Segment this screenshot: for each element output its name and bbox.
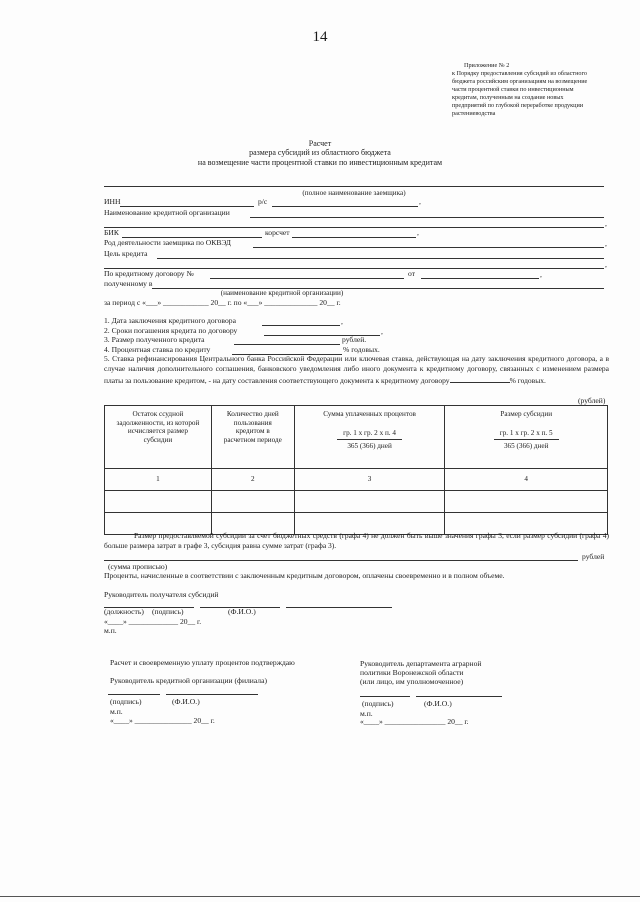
item-3-suffix: рублей.: [342, 335, 367, 344]
col-header-interest: [294, 406, 445, 469]
item-5-label: 5. Ставка рефинансирования Центрального банка Российской Федерации или ключевая ставка, действующая на дату заключения кредитного договора, а в случае наличия дополнительного соглашения, банковского уведомления либо иного документа к кредитному договору, связанных с изменением размера платы за пользование кредитом, - на дату составления соответствующего документа к кредитному договору: [104, 354, 609, 385]
dept-signature-field[interactable]: [360, 696, 410, 697]
bank-fio-caption: (Ф.И.О.): [172, 697, 200, 706]
item-3-field[interactable]: [234, 344, 340, 345]
dept-head-line1: Руководитель департамента аграрной: [360, 659, 482, 668]
stamp-place: м.п.: [104, 626, 117, 635]
col-number: 2: [211, 469, 294, 491]
dept-signature-caption: (подпись): [362, 699, 394, 708]
bank-name-field-2[interactable]: [104, 227, 604, 228]
title-line: Расчет: [308, 139, 332, 148]
table-row: [105, 491, 608, 513]
item-1-label: 1. Дата заключения кредитного договора: [104, 316, 236, 325]
bank-date[interactable]: «____» _______________ 20__ г.: [110, 716, 215, 725]
appendix-header: [452, 62, 620, 118]
okved-field[interactable]: [253, 247, 604, 248]
borrower-name-line[interactable]: [104, 186, 604, 187]
confirm-label: Расчет и своевременную уплату процентов подтверждаю: [110, 658, 295, 667]
purpose-field[interactable]: [157, 258, 604, 259]
from-label: от: [408, 269, 416, 278]
subsidy-note: Размер предоставляемой субсидии за счет бюджетных средств (графа 4) не должен быть выше значения графы 3, если размер субсидии (графа 4) больше размера затрат в графе 3, субсидия равна сумме затрат (графа 3).: [104, 531, 609, 551]
title-line: на возмещение части процентной ставки по инвестиционным кредитам: [197, 157, 443, 167]
korschet-label: корсчет: [265, 228, 290, 237]
formula-numerator: гр. 1 х гр. 2 х п. 4: [337, 429, 402, 441]
col-header-subsidy: [445, 406, 608, 469]
item-5-text: [104, 354, 609, 386]
interest-formula: [337, 429, 402, 451]
table-cell[interactable]: [105, 491, 212, 513]
comma: ,: [605, 219, 607, 228]
item-2-label: 2. Сроки погашения кредита по договору: [104, 326, 238, 335]
bank-caption: (наименование кредитной организации): [220, 289, 344, 297]
period-line: за период с «___» ____________ 20__ г. по «___» ______________ 20__ г.: [104, 298, 341, 307]
korschet-field[interactable]: [292, 237, 416, 238]
bank-signature-field[interactable]: [108, 694, 160, 695]
appendix-line: к Порядку предоставления субсидий из областного: [452, 69, 587, 77]
received-label: полученному в: [104, 279, 153, 288]
table-cell[interactable]: [211, 491, 294, 513]
borrower-caption: (полное наименование заемщика): [302, 189, 406, 197]
col-number: 1: [105, 469, 212, 491]
inn-field[interactable]: [120, 206, 254, 207]
agreement-date-field[interactable]: [421, 278, 539, 279]
bank-stamp-place: м.п.: [110, 707, 123, 716]
comma: ,: [419, 197, 421, 206]
fio-caption: (Ф.И.О.): [228, 607, 256, 616]
comma: ,: [605, 260, 607, 269]
recipient-date[interactable]: «____» _____________ 20__ г.: [104, 617, 202, 626]
recipient-head-label: Руководитель получателя субсидий: [104, 590, 219, 599]
inn-label: ИНН: [104, 197, 121, 206]
rs-label: р/с: [258, 197, 268, 206]
col-number: 4: [445, 469, 608, 491]
appendix-line: Приложение № 2: [464, 62, 510, 69]
sum-field[interactable]: [104, 560, 578, 561]
comma: ,: [381, 327, 383, 336]
item-5-field[interactable]: [450, 375, 510, 383]
col-number: 3: [294, 469, 445, 491]
item-3-label: 3. Размер полученного кредита: [104, 335, 205, 344]
dept-fio-field[interactable]: [416, 696, 502, 697]
appendix-line: предприятий по глубокой переработке продукции: [452, 101, 584, 109]
appendix-line: растениеводства: [452, 109, 496, 117]
item-4-suffix: % годовых.: [343, 345, 380, 354]
comma: ,: [605, 239, 607, 248]
appendix-line: кредитам, полученным на создание новых: [452, 93, 564, 101]
dept-fio-caption: (Ф.И.О.): [424, 699, 452, 708]
subsidy-formula: [494, 429, 559, 451]
table-number-row: [105, 469, 608, 491]
interest-header-label: Сумма уплаченных процентов: [323, 410, 416, 418]
item-5-suffix: % годовых.: [509, 375, 546, 385]
formula-denominator: 365 (366) дней: [347, 442, 392, 451]
dept-head-line2: политики Воронежской области: [360, 668, 464, 677]
interest-paid-text: Проценты, начисленные в соответствии с заключенным кредитным договором, оплачены своевременно и в полном объеме.: [104, 571, 505, 580]
page-bottom-edge: [0, 896, 640, 897]
credit-agreement-field[interactable]: [210, 278, 404, 279]
formula-denominator: 365 (366) дней: [503, 442, 549, 451]
table-unit: (рублей): [578, 396, 606, 405]
item-4-label: 4. Процентная ставка по кредиту: [104, 345, 211, 354]
dept-head-line3: (или лицо, им уполномоченное): [360, 677, 464, 686]
bank-name-label: Наименование кредитной организации: [104, 208, 230, 217]
dept-date[interactable]: «____» ________________ 20__ г.: [360, 717, 469, 726]
bik-label: БИК: [104, 228, 119, 237]
bank-name-field[interactable]: [250, 217, 604, 218]
bank-signature-caption: (подпись): [110, 697, 142, 706]
table-cell[interactable]: [445, 491, 608, 513]
document-title: [0, 139, 640, 167]
bank-head-label: Руководитель кредитной организации (филиала): [110, 676, 267, 685]
appendix-line: части процентной ставки по инвестиционным: [452, 85, 574, 93]
table-cell[interactable]: [294, 491, 445, 513]
item-1-field[interactable]: [262, 325, 340, 326]
col-header-days: Количество дней пользования кредитом в расчетном периоде: [211, 406, 294, 469]
subsidy-table: [104, 405, 608, 535]
rs-field[interactable]: [272, 206, 418, 207]
okved-label: Род деятельности заемщика по ОКВЭД: [104, 238, 231, 247]
table-header-row: [105, 406, 608, 469]
sum-words-caption: (сумма прописью): [108, 562, 168, 571]
comma: ,: [341, 317, 343, 326]
formula-numerator: гр. 1 х гр. 2 х п. 5: [494, 429, 559, 441]
col-header-balance: Остаток ссудной задолженности, из которой исчисляется размер субсидии: [105, 406, 212, 469]
signature-caption: (подпись): [152, 607, 184, 616]
appendix-line: бюджета российским организациям на возмещение: [452, 77, 588, 85]
comma: ,: [417, 228, 419, 237]
dept-stamp-place: м.п.: [360, 709, 373, 718]
credit-agreement-label: По кредитному договору №: [104, 269, 194, 278]
page-number: 14: [312, 29, 328, 45]
bank-fio-field[interactable]: [166, 694, 258, 695]
position-caption: (должность): [104, 607, 144, 616]
rubles-label: рублей: [582, 552, 605, 561]
title-line: размера субсидий из областного бюджета: [249, 148, 391, 158]
comma: ,: [540, 270, 542, 279]
fio-field[interactable]: [286, 607, 392, 608]
purpose-label: Цель кредита: [104, 249, 148, 258]
subsidy-header-label: Размер субсидии: [500, 410, 553, 418]
